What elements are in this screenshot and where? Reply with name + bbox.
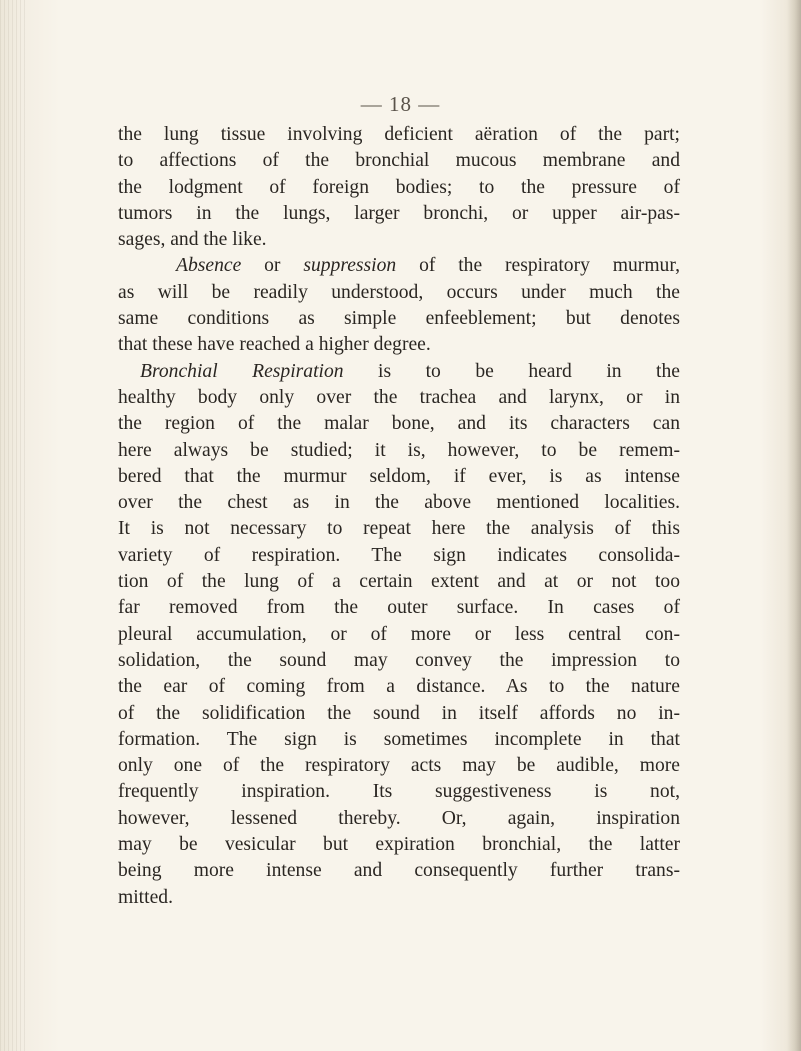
page-number: — 18 — xyxy=(360,92,441,116)
paragraph-2 xyxy=(118,253,680,358)
text-line: here always be studied; it is, however, to be remem- xyxy=(118,439,680,461)
text-fragment: or xyxy=(241,255,304,277)
italic-term-absence: Absence xyxy=(176,255,242,277)
text-line: being more intense and consequently further trans- xyxy=(118,860,680,882)
text-line: It is not necessary to repeat here the analysis of this xyxy=(118,518,680,540)
text-fragment: is to be heard in the xyxy=(343,360,680,382)
italic-term-bronchial-respiration: Bronchial Respiration xyxy=(140,360,344,382)
text-line: the lung tissue involving deficient aëration of the part; xyxy=(118,124,680,145)
text-line: variety of respiration. The sign indicates consolida- xyxy=(118,544,680,566)
text-line: of the solidification the sound in itself affords no in- xyxy=(118,702,680,724)
text-line: sages, and the like. xyxy=(118,229,267,251)
text-line: pleural accumulation, or of more or less central con- xyxy=(118,623,680,645)
text-line: the region of the malar bone, and its characters can xyxy=(118,413,680,435)
text-line: as will be readily understood, occurs under much the xyxy=(118,281,680,303)
text-line: frequently inspiration. Its suggestiveness is not, xyxy=(118,781,680,803)
text-line: mitted. xyxy=(118,886,173,908)
text-fragment: of the respiratory murmur, xyxy=(396,255,680,277)
paragraph-1 xyxy=(118,122,680,253)
text-line: far removed from the outer surface. In cases of xyxy=(118,597,680,619)
text-line: the lodgment of foreign bodies; to the pressure of xyxy=(118,176,680,198)
page-outer-edge xyxy=(787,0,801,1051)
text-line: solidation, the sound may convey the impression to xyxy=(118,649,680,671)
text-line: the ear of coming from a distance. As to the nature xyxy=(118,676,680,698)
text-line: over the chest as in the above mentioned localities. xyxy=(118,492,680,514)
text-line: that these have reached a higher degree. xyxy=(118,334,431,356)
text-line: healthy body only over the trachea and larynx, or in xyxy=(118,386,680,408)
text-line: bered that the murmur seldom, if ever, is as intense xyxy=(118,465,680,487)
text-line: to affections of the bronchial mucous membrane and xyxy=(118,150,680,172)
text-line: however, lessened thereby. Or, again, inspiration xyxy=(118,807,680,829)
text-line xyxy=(118,359,680,385)
paragraph-3 xyxy=(118,359,680,911)
italic-term-suppression: suppression xyxy=(303,255,397,277)
body-text xyxy=(118,122,680,911)
text-line xyxy=(118,253,680,279)
text-line: same conditions as simple enfeeblement; but denotes xyxy=(118,308,680,330)
text-line: only one of the respiratory acts may be audible, more xyxy=(118,755,680,777)
text-line: tion of the lung of a certain extent and at or not too xyxy=(118,571,680,593)
text-line: may be vesicular but expiration bronchial, the latter xyxy=(118,834,680,856)
text-line: tumors in the lungs, larger bronchi, or upper air-pas- xyxy=(118,202,680,224)
page-binding-edge xyxy=(0,0,28,1051)
text-line: formation. The sign is sometimes incomplete in that xyxy=(118,728,680,750)
